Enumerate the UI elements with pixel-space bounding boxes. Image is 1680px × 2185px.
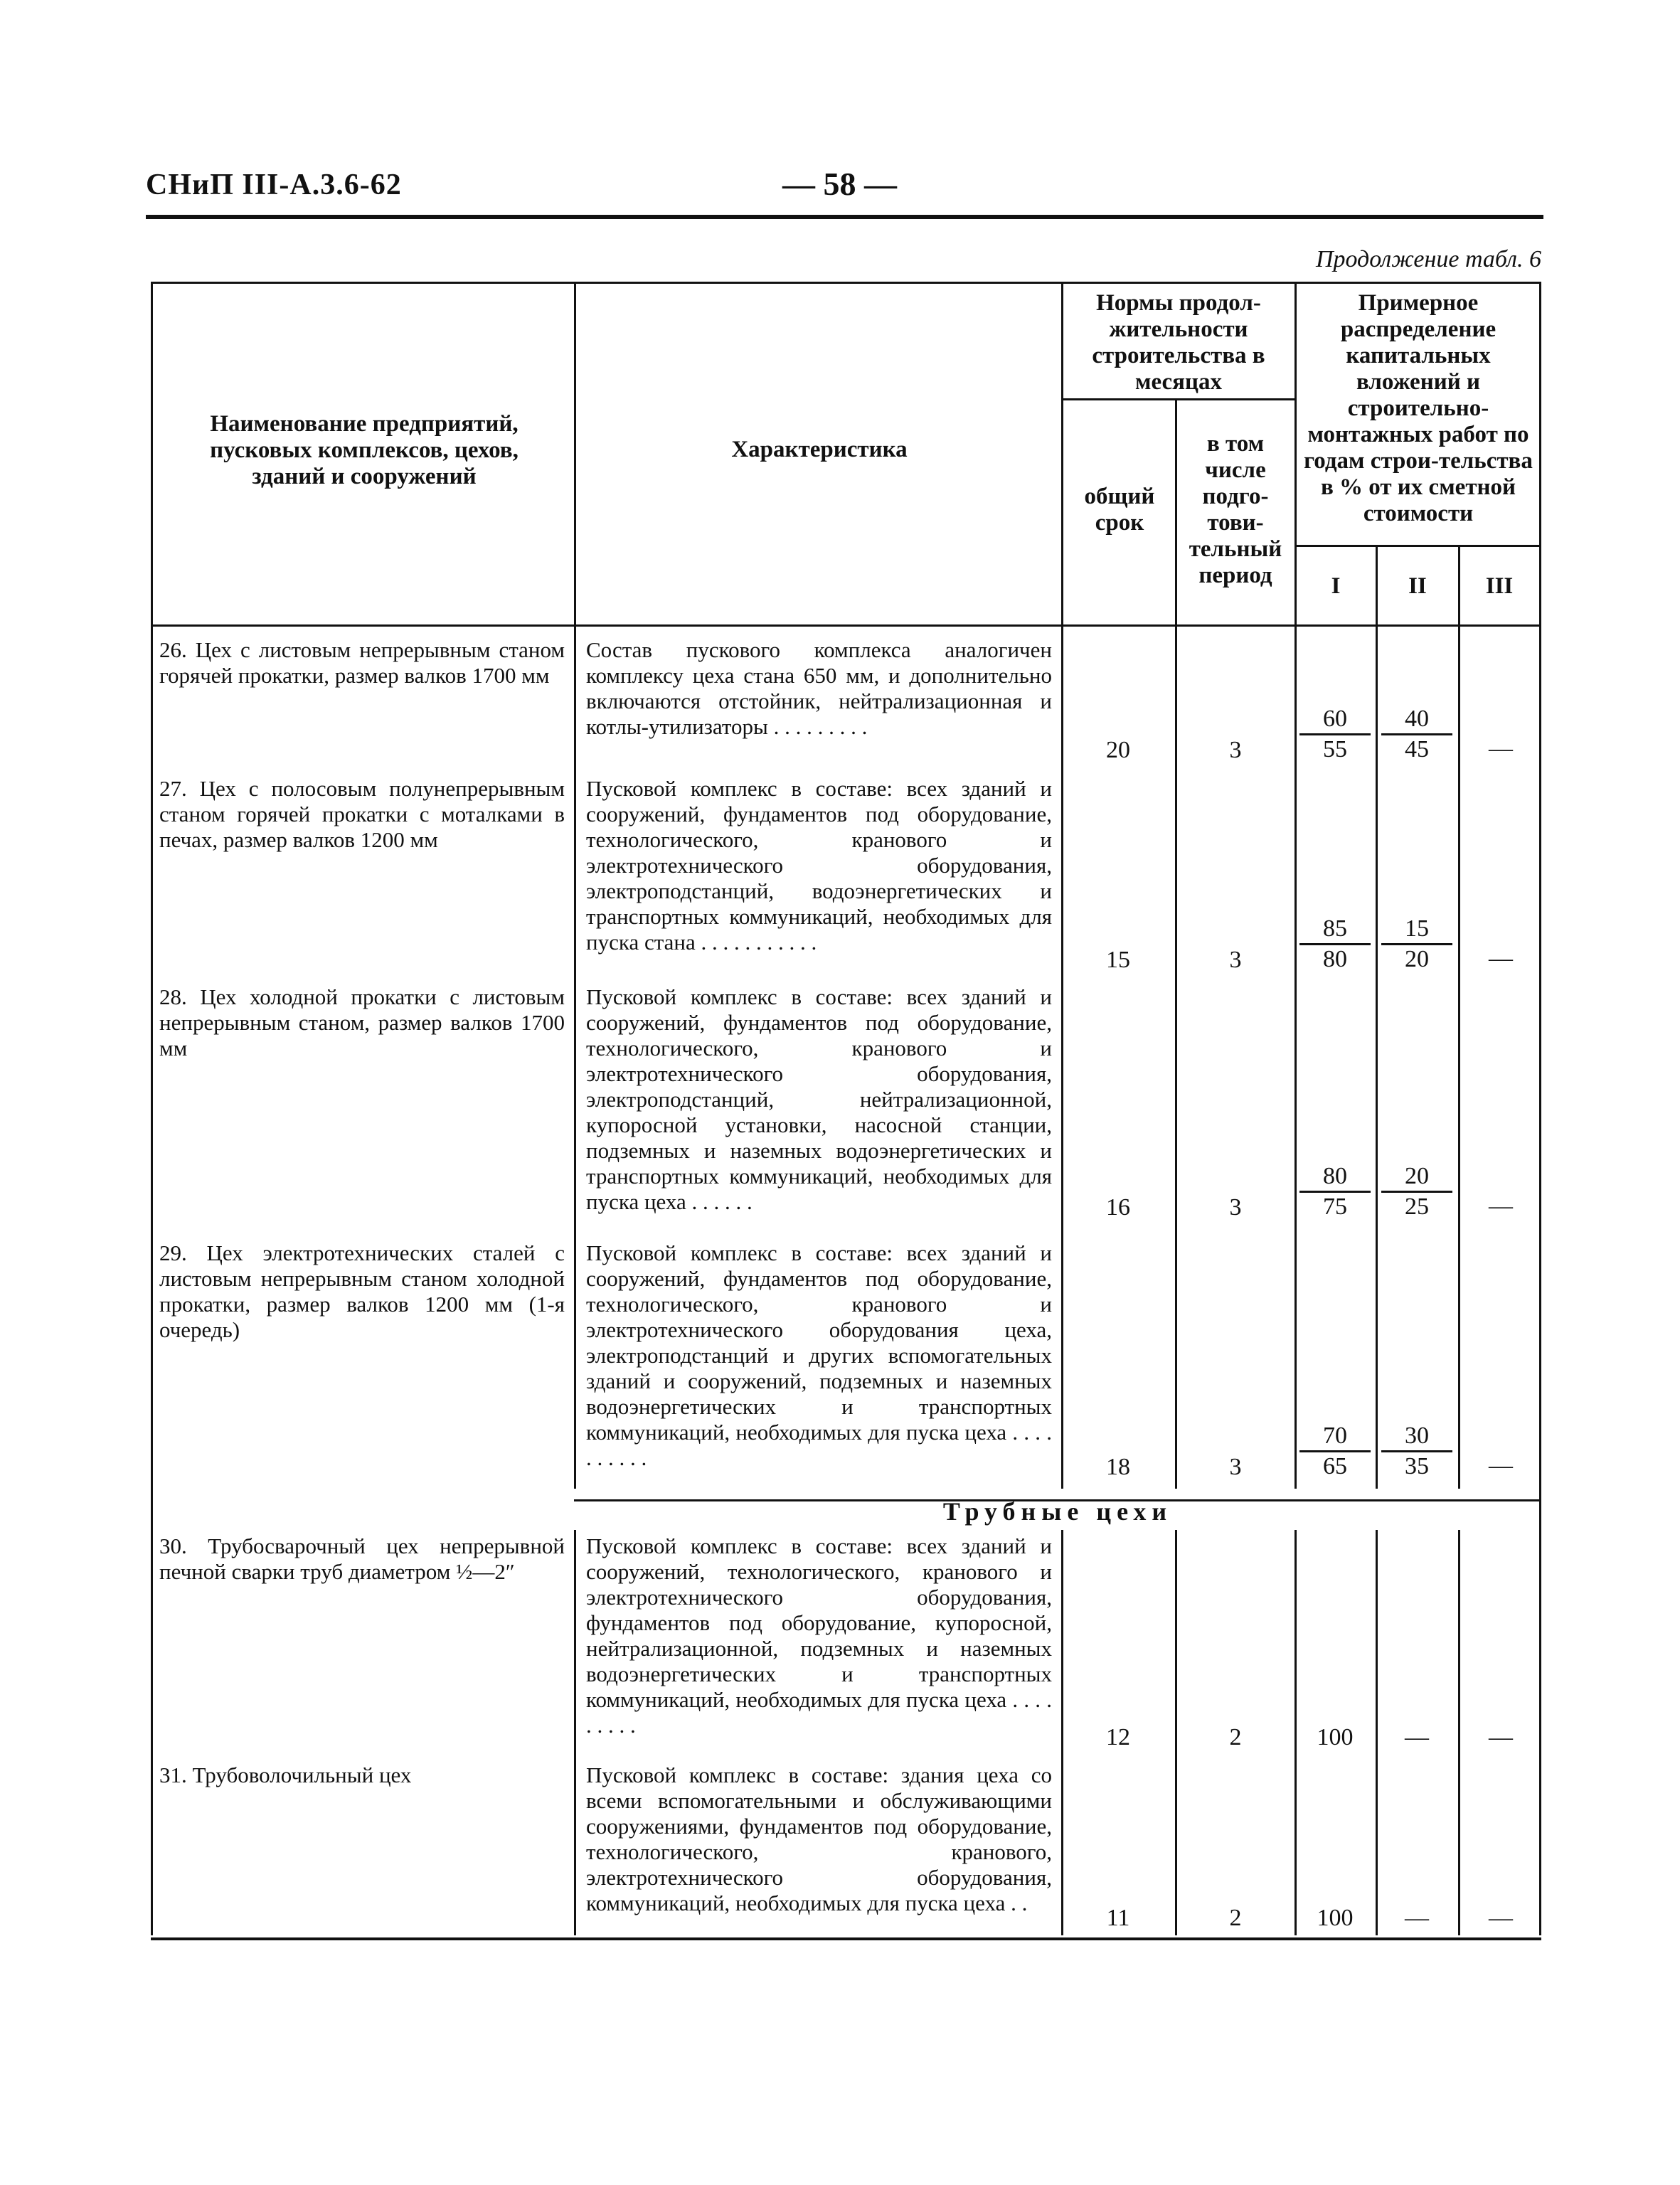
section-title-pipe-shops: Трубные цехи: [942, 1497, 1173, 1526]
body-divider-name-1: [574, 624, 576, 1489]
col-divider-right: [1539, 282, 1541, 1935]
header-total-term: общий срок: [1084, 484, 1155, 536]
row-30-prep: 2: [1229, 1724, 1242, 1750]
row-31-year-2: —: [1405, 1905, 1429, 1931]
row-29-name: 29. Цех электротехнических сталей с листовым непрерывным станом холодной прокатки, размер валков 1200 мм (1-я очередь): [159, 1240, 565, 1342]
row-26-y2-planned: 40: [1381, 705, 1452, 735]
row-30-year-3: —: [1489, 1724, 1513, 1750]
row-29-y1-alt: 65: [1323, 1453, 1347, 1479]
row-28-prep: 3: [1229, 1194, 1242, 1221]
row-29-year-2: [1381, 1422, 1452, 1481]
table-top-rule: [151, 282, 1541, 284]
row-27-y1-alt: 80: [1323, 946, 1347, 972]
col-divider-char: [1061, 282, 1063, 624]
row-30-characteristic: Пусковой комплекс в составе: всех зданий и сооружений, технологического, кранового и электротехнического оборудования, фундаментов под оборудование, купоросной, нейтрализационной, подземных и наземных водоэнергетических и транспортных коммуникаций, необходимых для пуска цеха . . . . . . . . .: [586, 1533, 1052, 1738]
row-27-name: 27. Цех с полосовым полунепрерывным станом горячей прокатки с моталками в печах, размер валков 1200 мм: [159, 776, 565, 852]
body-divider-total-2: [1175, 1530, 1177, 1935]
row-27-characteristic: Пусковой комплекс в составе: всех зданий и сооружений, фундаментов под оборудование, технологического, кранового и электротехнического оборудования, электроподстанций, водоэнергетических и транспортных коммуникаций, необходимых для пуска стана . . . . . . . . . . .: [586, 776, 1052, 955]
header-distribution-group: Примерное распределение капитальных вложений и строительно-монтажных работ по годам строи-тельства в % от их сметной стоимости: [1304, 290, 1533, 526]
row-26-characteristic: Состав пускового комплекса аналогичен комплексу цеха стана 650 мм, и дополнительно включаются отстойник, нейтрализационная и котлы-утилизаторы . . . . . . . . .: [586, 637, 1052, 739]
row-27-y2-planned: 15: [1381, 915, 1452, 945]
col-divider-left: [151, 282, 153, 1935]
row-27-year-3: —: [1489, 945, 1513, 972]
row-29-total: 18: [1106, 1454, 1130, 1480]
body-divider-name-2: [574, 1530, 576, 1935]
table-continuation-note: Продолжение табл. 6: [1315, 246, 1541, 272]
header-year-2: II: [1408, 573, 1427, 599]
row-27-prep: 3: [1229, 947, 1242, 973]
row-31-prep: 2: [1229, 1905, 1242, 1931]
row-29-year-1: [1299, 1422, 1371, 1481]
row-29-year-3: —: [1489, 1452, 1513, 1479]
header-characteristic: Характеристика: [731, 437, 908, 462]
row-31-name: 31. Трубоволочильный цех: [159, 1763, 412, 1787]
construction-norms-table: [151, 282, 1541, 1946]
row-31-year-3: —: [1489, 1905, 1513, 1931]
header-norms-group: Нормы продол-жительности строительства в месяцах: [1092, 290, 1265, 395]
col-divider-name: [574, 282, 576, 624]
row-29-characteristic: Пусковой комплекс в составе: всех зданий и сооружений, фундаментов под оборудование, технологического, кранового и электротехнического оборудования цеха, электроподстанций и других вспомогательных зданий и сооружений, подземных и наземных водоэнергетических и транспортных коммуникаций, необходимых для пуска цеха . . . . . . . . . .: [586, 1240, 1052, 1470]
row-28-characteristic: Пусковой комплекс в составе: всех зданий и сооружений, фундаментов под оборудование, технологического, кранового и электротехнического оборудования, электроподстанций, нейтрализационной, купоросной установки, насосной станции, подземных и наземных водоэнергетических и транспортных коммуникаций, необходимых для пуска цеха . . . . . .: [586, 984, 1052, 1214]
row-27-year-2: [1381, 915, 1452, 974]
row-31-year-1: 100: [1317, 1905, 1354, 1931]
row-29-y1-planned: 70: [1299, 1422, 1371, 1452]
body-divider-y2-1: [1458, 624, 1460, 1489]
col-divider-y2: [1458, 545, 1460, 624]
row-26-year-2: [1381, 705, 1452, 764]
col-divider-prep: [1294, 282, 1297, 624]
row-27-year-1: [1299, 915, 1371, 974]
row-26-year-1: [1299, 705, 1371, 764]
row-26-total: 20: [1106, 737, 1130, 763]
document-code: СНиП III-А.3.6-62: [146, 169, 402, 201]
row-26-name: 26. Цех с листовым непрерывным станом горячей прокатки, размер валков 1700 мм: [159, 637, 565, 688]
row-26-year-3: —: [1489, 735, 1513, 762]
row-26-prep: 3: [1229, 737, 1242, 763]
body-divider-y2-2: [1458, 1530, 1460, 1935]
row-31-total: 11: [1106, 1905, 1130, 1931]
body-divider-prep-2: [1294, 1530, 1297, 1935]
row-28-y2-alt: 25: [1405, 1193, 1429, 1220]
distribution-subheader-rule: [1294, 545, 1541, 547]
row-28-year-1: [1299, 1162, 1371, 1221]
row-30-year-1: 100: [1317, 1724, 1354, 1750]
row-28-total: 16: [1106, 1194, 1130, 1221]
row-26-y1-planned: 60: [1299, 705, 1371, 735]
body-divider-total-1: [1175, 624, 1177, 1489]
col-divider-y1: [1376, 545, 1378, 624]
row-31-characteristic: Пусковой комплекс в составе: здания цеха со всеми вспомогательными и обслуживающими сооружениями, фундаментов под оборудование, технологического, кранового, электротехнического оборудования, коммуникаций, необходимых для пуска цеха . .: [586, 1763, 1052, 1915]
row-29-y2-alt: 35: [1405, 1453, 1429, 1479]
body-divider-prep-1: [1294, 624, 1297, 1489]
row-27-y1-planned: 85: [1299, 915, 1371, 945]
row-28-year-2: [1381, 1162, 1452, 1221]
col-divider-total: [1175, 398, 1177, 624]
row-28-y1-planned: 80: [1299, 1162, 1371, 1193]
header-name: Наименование предприятий, пусковых комплексов, цехов, зданий и сооружений: [210, 411, 519, 489]
header-bottom-rule: [151, 624, 1541, 627]
row-29-prep: 3: [1229, 1454, 1242, 1480]
row-28-y1-alt: 75: [1323, 1193, 1347, 1220]
body-divider-y1-2: [1376, 1530, 1378, 1935]
header-year-3: III: [1485, 573, 1514, 599]
row-27-y2-alt: 20: [1405, 946, 1429, 972]
table-bottom-rule: [151, 1937, 1541, 1940]
row-26-y2-alt: 45: [1405, 736, 1429, 762]
row-29-y2-planned: 30: [1381, 1422, 1452, 1452]
header-year-1: I: [1331, 573, 1341, 599]
row-28-y2-planned: 20: [1381, 1162, 1452, 1193]
row-28-name: 28. Цех холодной прокатки с листовым непрерывным станом, размер валков 1700 мм: [159, 984, 565, 1060]
row-27-total: 15: [1106, 947, 1130, 973]
page-number: — 58 —: [782, 166, 897, 202]
row-30-name: 30. Трубосварочный цех непрерывной печной сварки труб диаметром ½—2″: [159, 1533, 565, 1584]
row-30-total: 12: [1106, 1724, 1130, 1750]
row-30-year-2: —: [1405, 1724, 1429, 1750]
header-rule: [146, 215, 1543, 219]
row-26-y1-alt: 55: [1323, 736, 1347, 762]
norms-subheader-rule: [1061, 398, 1294, 400]
body-divider-y1-1: [1376, 624, 1378, 1489]
header-prep-period: в том числе подго-тови-тельный период: [1189, 431, 1282, 588]
row-28-year-3: —: [1489, 1193, 1513, 1219]
